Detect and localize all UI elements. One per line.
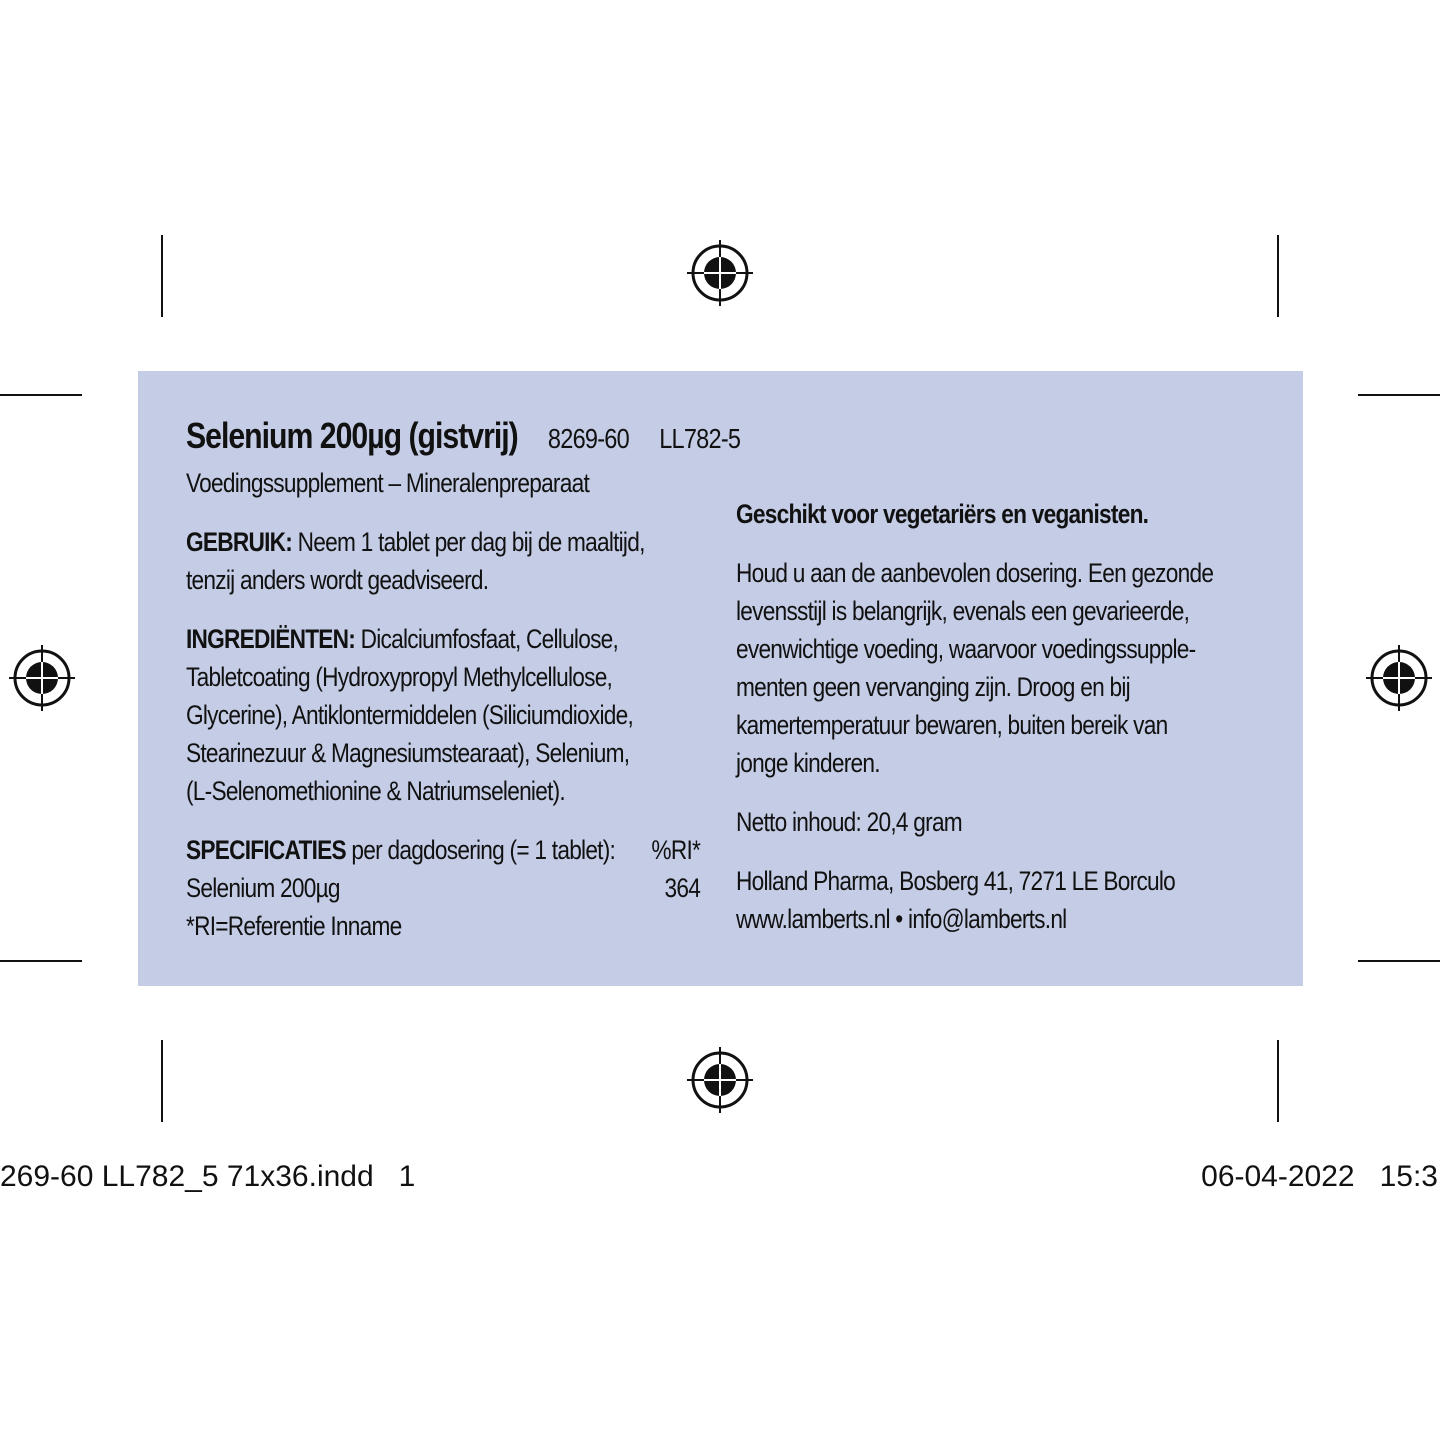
specs-row-name: Selenium 200µg [186,873,340,903]
specs-label: SPECIFICATIES [186,835,346,865]
advice-line-2: levensstijl is belangrijk, evenals een gevarieerde, [736,596,1190,626]
specs-ri-header: %RI* [651,835,701,865]
crop-mark-left-upper [0,394,82,396]
ingredients-text-1: Dicalciumfosfaat, Cellulose, [360,624,619,654]
crop-mark-left-lower [0,960,82,962]
usage-line-2: tenzij anders wordt geadviseerd. [186,565,489,595]
slug-datetime: 06-04-2022 15:3 [1201,1160,1438,1193]
advice-line-1: Houd u aan de aanbevolen dosering. Een gezonde [736,558,1214,588]
specs-header-row [186,831,700,869]
ingredients-label: INGREDIËNTEN: [186,624,356,654]
registration-mark-top-icon [685,238,755,308]
usage-section [186,523,706,599]
product-subtitle: Voedingssupplement – Mineralenpreparaat [186,468,589,498]
advice-line-3: evenwichtige voeding, waarvoor voedingssupple- [736,634,1196,664]
company-contact: www.lamberts.nl • info@lamberts.nl [736,904,1067,934]
usage-label: GEBRUIK: [186,527,293,557]
product-label [138,371,1303,986]
ingredients-line-4: Stearinezuur & Magnesiumstearaat), Selenium, [186,738,630,768]
crop-mark-right-upper [1358,394,1440,396]
usage-text-1: Neem 1 tablet per dag bij de maaltijd, [297,527,645,557]
title-row [186,411,741,464]
ingredients-line-3: Glycerine), Antiklontermiddelen (Siliciumdioxide, [186,700,634,730]
ingredients-line-2: Tabletcoating (Hydroxypropyl Methylcellulose, [186,662,613,692]
label-code: LL782-5 [659,423,741,454]
net-content: Netto inhoud: 20,4 gram [736,807,962,837]
specs-row [186,869,700,907]
crop-mark-bottom-right [1277,1040,1279,1122]
slug-filename: 269-60 LL782_5 71x36.indd 1 [0,1160,416,1193]
crop-mark-top-right [1277,235,1279,317]
advice-line-5: kamertemperatuur bewaren, buiten bereik van [736,710,1168,740]
product-title: Selenium 200µg (gistvrij) [186,415,518,456]
ingredients-line-5: (L-Selenomethionine & Natriumseleniet). [186,776,565,806]
crop-mark-bottom-left [161,1040,163,1122]
product-code: 8269-60 [547,423,629,454]
usage-line-1 [186,523,645,561]
company-address: Holland Pharma, Bosberg 41, 7271 LE Borculo [736,866,1176,896]
advice-section [736,554,1256,782]
specs-heading [186,831,615,869]
ingredients-section [186,620,706,810]
advice-line-4: menten geen vervanging zijn. Droog en bij [736,672,1130,702]
crop-mark-right-lower [1358,960,1440,962]
registration-mark-left-icon [7,643,77,713]
ingredients-line-1 [186,620,623,658]
registration-mark-right-icon [1364,643,1434,713]
label-right-column [736,495,1256,938]
suitable-statement: Geschikt voor vegetariërs en veganisten. [736,499,1149,529]
specs-footnote: *RI=Referentie Inname [186,911,402,941]
label-left-column [186,411,741,945]
crop-mark-top-left [161,235,163,317]
specs-row-ri: 364 [664,873,701,903]
registration-mark-bottom-icon [685,1045,755,1115]
specs-per: per dagdosering (= 1 tablet): [351,835,616,865]
advice-line-6: jonge kinderen. [736,748,880,778]
specs-section [186,831,706,945]
